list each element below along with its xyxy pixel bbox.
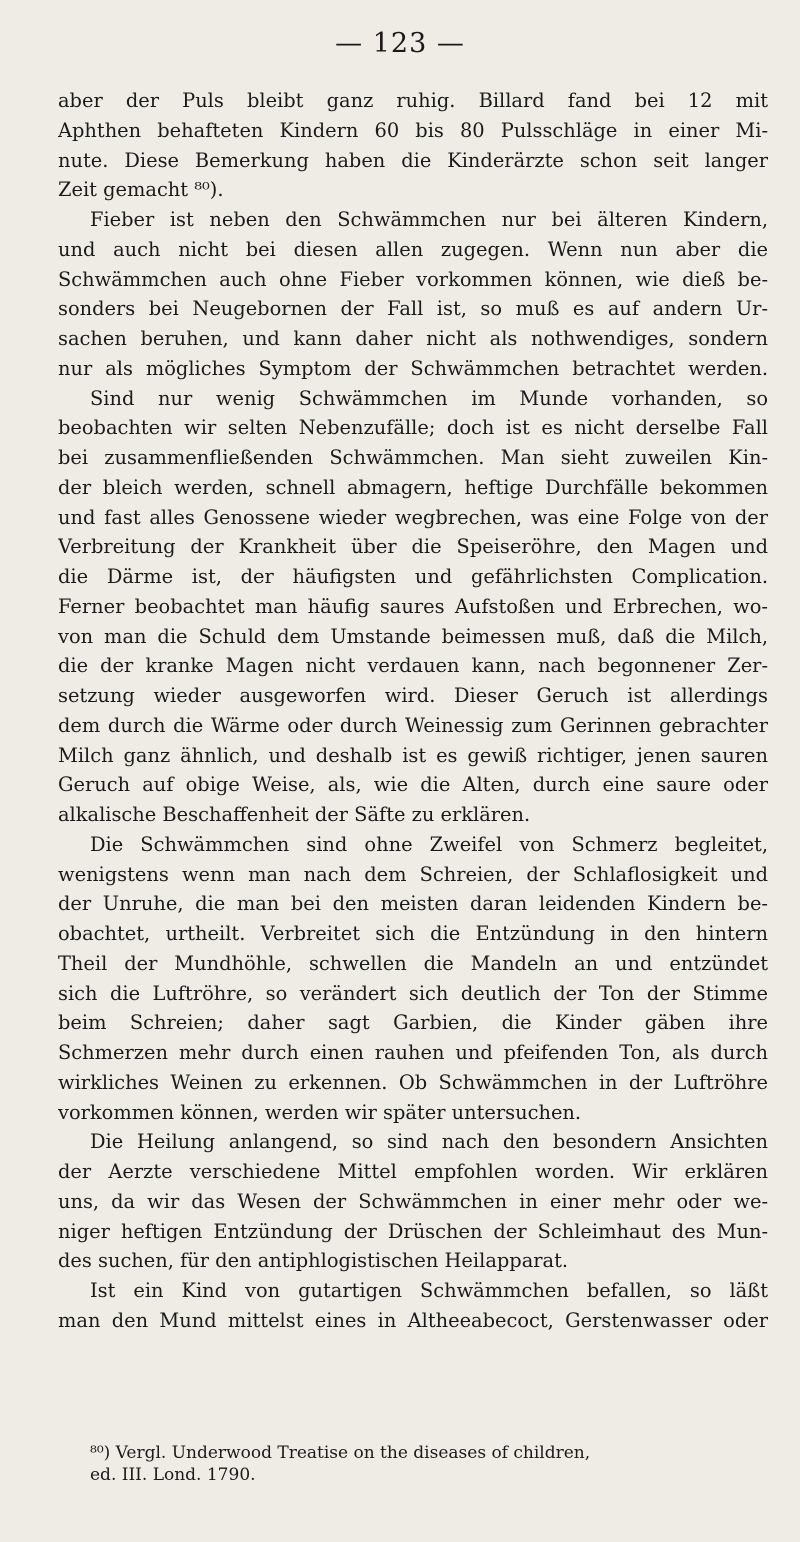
text-line: setzung wieder ausgeworfen wird. Dieser Geruch ist allerdings	[58, 684, 768, 707]
text-line: Geruch auf obige Weise, als, wie die Alten, durch eine saure oder	[58, 773, 768, 797]
text-line: Theil der Mundhöhle, schwellen die Mandeln an und entzündet	[58, 951, 768, 975]
text-line: die der kranke Magen nicht verdauen kann, nach begonnener Zer-	[58, 654, 768, 678]
text-line: und auch nicht bei diesen allen zugegen. Wenn nun aber die	[58, 237, 768, 261]
text-line: der Unruhe, die man bei den meisten daran leidenden Kindern be-	[58, 892, 768, 916]
text-line: Ist ein Kind von gutartigen Schwämmchen befallen, so läßt	[90, 1279, 768, 1302]
text-line: nur als mögliches Symptom der Schwämmchen betrachtet werden.	[58, 356, 768, 380]
text-line: wirkliches Weinen zu erkennen. Ob Schwämmchen in der Luftröhre	[58, 1070, 768, 1094]
text-line: dem durch die Wärme oder durch Weinessig zum Gerinnen gebrachter	[58, 713, 768, 737]
text-line: obachtet, urtheilt. Verbreitet sich die Entzündung in den hintern	[58, 922, 768, 945]
text-line: der Aerzte verschiedene Mittel empfohlen worden. Wir erklären	[58, 1160, 768, 1183]
text-line: Sind nur wenig Schwämmchen im Munde vorhanden, so	[90, 386, 768, 410]
text-line: Die Schwämmchen sind ohne Zweifel von Schmerz begleitet,	[90, 832, 768, 856]
text-line: Zeit gemacht ⁸⁰).	[58, 178, 224, 202]
text-line: Schmerzen mehr durch einen rauhen und pfeifenden Ton, als durch	[58, 1041, 768, 1064]
text-line: alkalische Beschaffenheit der Säfte zu erklären.	[58, 803, 531, 826]
text-line: Die Heilung anlangend, so sind nach den besondern Ansichten	[90, 1130, 768, 1154]
text-line: beim Schreien; daher sagt Garbien, die Kinder gäben ihre	[58, 1011, 768, 1035]
text-line: vorkommen können, werden wir später untersuchen.	[58, 1100, 582, 1124]
body-text	[58, 86, 768, 1336]
footnote	[58, 1442, 768, 1486]
text-line: von man die Schuld dem Umstande beimessen muß, daß die Milch,	[58, 624, 768, 648]
text-line: Aphthen behafteten Kindern 60 bis 80 Pulsschläge in einer Mi-	[58, 118, 768, 142]
footnote-line: ed. III. Lond. 1790.	[90, 1465, 256, 1485]
text-line: uns, da wir das Wesen der Schwämmchen in einer mehr oder we-	[58, 1189, 768, 1213]
text-line: sonders bei Neugebornen der Fall ist, so muß es auf andern Ur-	[58, 297, 768, 321]
text-line: und fast alles Genossene wieder wegbrechen, was eine Folge von der	[58, 505, 768, 529]
text-line: der bleich werden, schnell abmagern, heftige Durchfälle bekommen	[58, 475, 768, 499]
text-line: des suchen, für den antiphlogistischen Heilapparat.	[58, 1249, 569, 1273]
text-line: bei zusammenfließenden Schwämmchen. Man sieht zuweilen Kin-	[58, 446, 768, 469]
text-line: sachen beruhen, und kann daher nicht als nothwendiges, sondern	[58, 327, 768, 350]
text-line: Schwämmchen auch ohne Fieber vorkommen können, wie dieß be-	[58, 267, 768, 291]
text-line: beobachten wir selten Nebenzufälle; doch ist es nicht derselbe Fall	[58, 416, 768, 440]
text-line: Ferner beobachtet man häufig saures Aufstoßen und Erbrechen, wo-	[58, 594, 768, 618]
footnote-line: ⁸⁰) Vergl. Underwood Treatise on the diseases of children,	[90, 1443, 591, 1463]
page-number: — 123 —	[335, 28, 465, 59]
text-line: sich die Luftröhre, so verändert sich deutlich der Ton der Stimme	[58, 981, 768, 1005]
text-line: wenigstens wenn man nach dem Schreien, der Schlaflosigkeit und	[58, 862, 768, 886]
text-line: Milch ganz ähnlich, und deshalb ist es gewiß richtiger, jenen sauren	[58, 743, 768, 767]
text-line: man den Mund mittelst eines in Altheeabecoct, Gerstenwasser oder	[58, 1308, 768, 1332]
text-line: die Därme ist, der häufigsten und gefährlichsten Complication.	[58, 565, 768, 588]
text-line: Fieber ist neben den Schwämmchen nur bei älteren Kindern,	[90, 208, 768, 231]
text-line: niger heftigen Entzündung der Drüschen der Schleimhaut des Mun-	[58, 1219, 768, 1243]
text-line: aber der Puls bleibt ganz ruhig. Billard fand bei 12 mit	[58, 89, 768, 112]
text-line: Verbreitung der Krankheit über die Speiseröhre, den Magen und	[58, 535, 768, 559]
text-line: nute. Diese Bemerkung haben die Kinderärzte schon seit langer	[58, 148, 768, 172]
